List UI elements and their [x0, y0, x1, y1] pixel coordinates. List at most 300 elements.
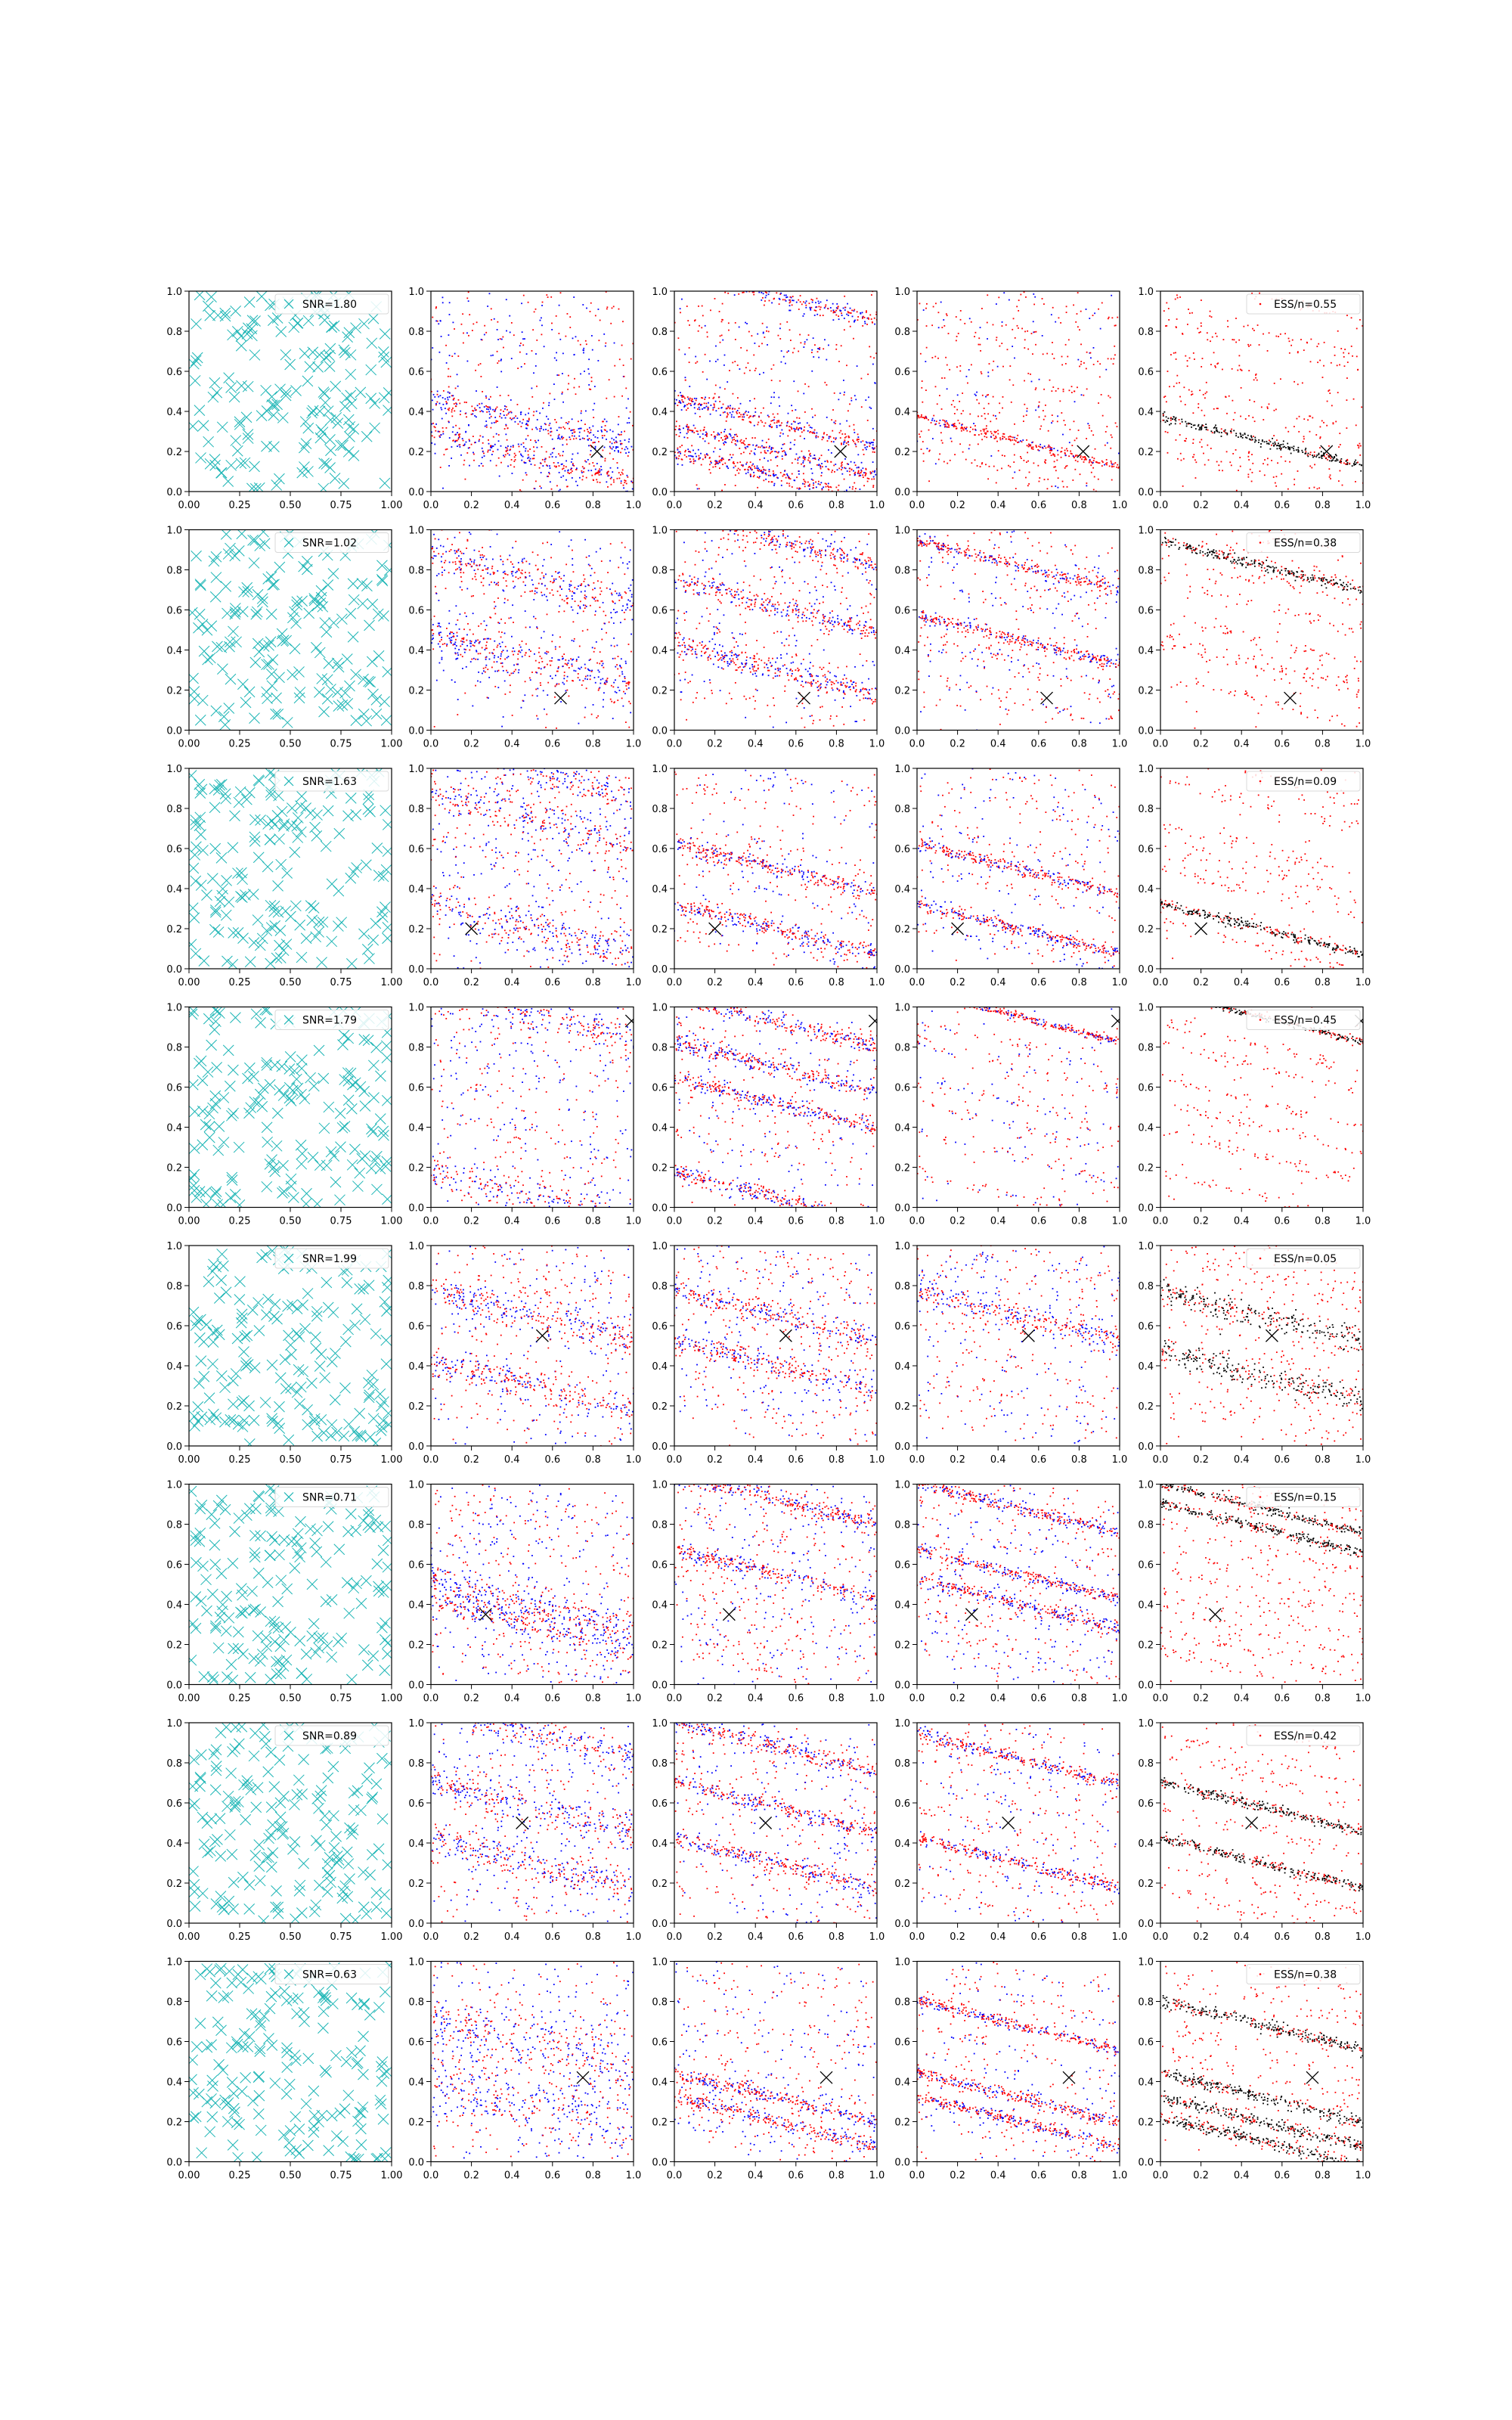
sample-point [715, 410, 717, 411]
sample-point [1058, 454, 1059, 455]
sample-point [610, 448, 612, 449]
sample-point [466, 416, 467, 417]
sample-point [1250, 344, 1251, 346]
sample-point [556, 352, 557, 353]
sample-point [569, 585, 571, 587]
sample-point [1194, 459, 1196, 461]
sample-point [507, 449, 508, 451]
sample-point [624, 681, 626, 682]
sample-point [756, 467, 758, 469]
sample-point [745, 473, 747, 474]
sample-point [435, 430, 436, 432]
sample-point [567, 676, 569, 678]
sample-point [1089, 459, 1091, 461]
sample-point [497, 362, 498, 364]
sample-point [844, 433, 846, 435]
sample-point [442, 644, 444, 645]
sample-point [829, 469, 830, 470]
sample-point [765, 291, 767, 293]
x-tick-label: 0.2 [1193, 500, 1209, 511]
sample-point [562, 373, 563, 374]
sample-point [953, 400, 954, 402]
sample-point [1210, 311, 1211, 312]
sample-point [457, 632, 458, 634]
sample-point [601, 591, 603, 592]
sample-point [986, 436, 987, 438]
sample-point [513, 647, 514, 649]
sample-point [472, 436, 474, 437]
sample-point [738, 468, 739, 470]
sample-point [869, 443, 871, 445]
sample-point [1002, 433, 1004, 435]
sample-point [1014, 439, 1015, 441]
sample-point [696, 398, 697, 399]
sample-point [494, 582, 495, 583]
sample-point [1179, 296, 1181, 298]
sample-point [739, 412, 740, 414]
sample-point [612, 600, 613, 602]
sample-point [934, 356, 936, 358]
sample-point [1245, 418, 1247, 420]
sample-point [587, 436, 588, 437]
sample-point [511, 573, 513, 575]
sample-point [460, 572, 462, 573]
design-point [321, 627, 332, 638]
sample-point [697, 408, 699, 410]
sample-point [590, 575, 591, 576]
sample-point [857, 319, 859, 321]
sample-point [570, 658, 572, 659]
sample-point [712, 409, 714, 411]
sample-point [820, 467, 821, 468]
sample-point [1049, 380, 1051, 381]
sample-point [565, 470, 566, 472]
sample-point [572, 610, 574, 611]
sample-point [513, 461, 515, 462]
sample-point [679, 425, 680, 427]
sample-point [935, 463, 937, 464]
sample-point [706, 453, 708, 455]
sample-point [975, 332, 977, 334]
sample-point [1002, 325, 1003, 327]
sample-point [432, 557, 434, 559]
sample-point [513, 587, 515, 588]
design-point [303, 315, 314, 326]
sample-point [1024, 330, 1026, 332]
sample-point [706, 379, 708, 380]
sample-point [442, 418, 443, 420]
sample-point [460, 569, 461, 570]
sample-point [764, 452, 766, 454]
sample-point [501, 726, 503, 728]
sample-point [791, 424, 792, 425]
sample-point [553, 580, 555, 582]
sample-point [678, 455, 680, 457]
sample-point [542, 302, 544, 303]
sample-point [1084, 459, 1086, 461]
sample-point [544, 653, 546, 654]
sample-point [1102, 461, 1104, 463]
sample-point [857, 316, 859, 318]
sample-point [444, 569, 445, 571]
sample-point [571, 663, 572, 665]
sample-point [1231, 432, 1232, 433]
sample-point [589, 427, 590, 429]
sample-point [1287, 489, 1289, 490]
sample-point [503, 577, 504, 579]
sample-point [1057, 450, 1058, 451]
sample-point [722, 340, 723, 341]
sample-point [1355, 460, 1356, 461]
sample-point [554, 697, 556, 698]
sample-point [562, 427, 564, 428]
sample-point [587, 459, 589, 461]
sample-point [785, 477, 787, 479]
sample-point [798, 351, 799, 352]
sample-point [521, 426, 522, 427]
sample-point [1210, 448, 1212, 449]
sample-point [1324, 456, 1325, 458]
sample-point [693, 425, 695, 427]
sample-point [532, 551, 534, 553]
sample-point [826, 417, 828, 418]
sample-point [497, 339, 499, 340]
sample-point [549, 457, 550, 458]
sample-point [579, 669, 581, 670]
sample-point [816, 437, 817, 439]
sample-point [1052, 307, 1054, 309]
sample-point [507, 439, 508, 441]
sample-point [460, 551, 461, 552]
sample-point [1292, 340, 1294, 341]
sample-point [1334, 346, 1335, 348]
sample-point [829, 438, 830, 439]
sample-point [498, 440, 500, 442]
sample-point [1340, 348, 1342, 349]
sample-point [1329, 392, 1331, 394]
sample-point [544, 459, 546, 461]
sample-point [619, 478, 621, 479]
sample-point [459, 428, 460, 430]
sample-point [492, 559, 494, 560]
sample-point [743, 442, 745, 444]
design-point [237, 679, 248, 690]
sample-point [969, 414, 971, 415]
sample-point [471, 659, 472, 660]
sample-point [844, 392, 845, 393]
sample-point [564, 672, 565, 673]
sample-point [584, 678, 586, 680]
sample-point [489, 616, 491, 618]
sample-point [793, 420, 795, 422]
sample-point [540, 684, 541, 686]
sample-point [547, 600, 548, 601]
sample-point [779, 436, 781, 437]
sample-point [743, 414, 745, 415]
sample-point [1102, 415, 1104, 417]
sample-point [724, 463, 726, 464]
sample-point [606, 681, 608, 683]
sample-point [446, 403, 448, 405]
sample-point [611, 484, 612, 486]
sample-point [471, 561, 472, 563]
sample-point [1018, 299, 1020, 301]
sample-point [1306, 342, 1308, 343]
sample-point [486, 641, 488, 643]
sample-point [443, 546, 445, 548]
sample-point [1117, 426, 1118, 427]
sample-point [813, 356, 814, 358]
sample-point [456, 551, 457, 552]
sample-point [849, 474, 850, 476]
sample-point [459, 628, 460, 630]
sample-point [693, 463, 695, 464]
sample-point [591, 568, 593, 569]
sample-point [1238, 365, 1240, 367]
sample-point [523, 700, 525, 702]
sample-point [492, 653, 494, 654]
sample-point [538, 662, 540, 663]
sample-point [541, 487, 542, 489]
sample-point [529, 626, 531, 628]
sample-point [754, 370, 756, 371]
sample-point [820, 482, 822, 483]
sample-point [969, 445, 971, 446]
sample-point [1325, 457, 1327, 458]
design-point [229, 392, 240, 402]
sample-point [1210, 364, 1212, 365]
sample-point [758, 446, 759, 448]
sample-point [766, 446, 767, 448]
design-point [345, 608, 356, 619]
sample-point [484, 334, 485, 336]
sample-point [1175, 423, 1176, 424]
sample-point [928, 480, 930, 482]
x-tick-label: 0.8 [585, 500, 601, 511]
sample-point [590, 470, 592, 471]
sample-point [550, 428, 552, 430]
sample-point [1093, 489, 1095, 491]
y-tick-label: 0.4 [1138, 407, 1154, 418]
sample-point [1280, 378, 1281, 380]
sample-point [561, 417, 562, 419]
sample-point [618, 416, 620, 417]
sample-point [870, 356, 872, 358]
sample-point [1201, 428, 1203, 430]
sample-point [563, 610, 565, 612]
sample-point [537, 628, 538, 629]
sample-point [588, 470, 590, 471]
sample-point [442, 488, 444, 489]
sample-point [579, 428, 581, 430]
sample-point [857, 441, 859, 442]
sample-point [1005, 439, 1007, 440]
sample-point [1001, 467, 1002, 469]
sample-point [482, 391, 483, 392]
sample-point [492, 409, 494, 411]
sample-point [565, 422, 567, 424]
sample-point [448, 392, 449, 393]
sample-point [1167, 420, 1168, 422]
sample-point [1060, 322, 1061, 324]
sample-point [843, 380, 844, 381]
sample-point [1219, 470, 1220, 471]
sample-point [606, 420, 608, 422]
sample-point [931, 420, 933, 421]
sample-point [1091, 430, 1092, 432]
sample-point [828, 489, 829, 491]
sample-point [1109, 465, 1111, 467]
y-tick-label: 0.4 [894, 407, 910, 418]
sample-point [1071, 392, 1073, 393]
sample-point [823, 432, 825, 433]
sample-point [818, 464, 820, 466]
sample-point [822, 439, 823, 440]
sample-point [826, 299, 828, 301]
sample-point [943, 424, 945, 425]
sample-point [713, 451, 714, 452]
sample-point [440, 320, 442, 321]
sample-point [1024, 380, 1025, 382]
sample-point [1228, 396, 1230, 397]
sample-point [1074, 439, 1076, 441]
sample-point [1193, 352, 1194, 354]
sample-point [522, 656, 523, 657]
sample-point [1246, 437, 1247, 439]
sample-point [841, 315, 843, 316]
sample-point [1064, 424, 1066, 426]
sample-point [1231, 430, 1232, 432]
sample-point [1175, 299, 1176, 300]
sample-point [480, 376, 482, 377]
sample-point [471, 444, 472, 445]
sample-point [1186, 426, 1188, 427]
sample-point [961, 413, 962, 414]
sample-point [807, 422, 808, 424]
sample-point [542, 565, 544, 566]
sample-point [451, 355, 453, 357]
sample-point [442, 566, 443, 568]
sample-point [922, 417, 924, 418]
sample-point [847, 410, 849, 411]
sample-point [552, 678, 553, 679]
sample-point [1035, 344, 1036, 346]
sample-point [454, 681, 456, 683]
sample-point [502, 641, 503, 643]
sample-point [841, 442, 842, 444]
sample-point [989, 466, 990, 467]
sample-point [1240, 434, 1241, 436]
sample-point [572, 621, 574, 622]
design-point [266, 609, 277, 619]
sample-point [513, 466, 515, 467]
sample-point [598, 471, 600, 473]
sample-point [529, 678, 531, 679]
sample-point [819, 458, 820, 459]
sample-point [465, 413, 466, 414]
sample-point [1044, 445, 1046, 447]
sample-point [741, 442, 742, 444]
sample-point [497, 656, 499, 658]
sample-point [577, 588, 578, 590]
design-point [244, 687, 255, 697]
design-point [291, 618, 302, 628]
sample-point [850, 312, 852, 314]
sample-point [1255, 439, 1256, 441]
sample-point [506, 585, 507, 587]
sample-point [739, 408, 740, 409]
sample-point [490, 447, 491, 448]
sample-point [763, 293, 764, 294]
sample-point [843, 308, 844, 309]
sample-point [926, 347, 928, 349]
sample-point [543, 429, 544, 430]
sample-point [981, 463, 983, 464]
sample-point [956, 426, 957, 427]
truth-marker [1077, 445, 1089, 458]
sample-point [1337, 365, 1338, 366]
sample-point [1328, 390, 1329, 392]
sample-point [764, 305, 765, 306]
y-tick-label: 0.0 [408, 726, 424, 737]
sample-point [715, 385, 717, 386]
sample-point [602, 435, 603, 436]
sample-point [778, 420, 779, 421]
y-tick-label: 0.8 [1138, 327, 1154, 338]
sample-point [1214, 431, 1216, 433]
sample-point [618, 472, 620, 473]
sample-point [1108, 317, 1110, 318]
sample-point [1024, 404, 1025, 405]
sample-point [571, 607, 572, 608]
sample-point [820, 484, 821, 486]
sample-point [497, 321, 498, 323]
sample-point [503, 411, 504, 412]
sample-point [699, 325, 700, 327]
sample-point [753, 294, 754, 296]
subplot-r2-c1 [166, 526, 402, 750]
sample-point [705, 455, 706, 456]
y-tick-label: 0.0 [652, 487, 668, 498]
sample-point [1048, 430, 1049, 432]
sample-point [838, 318, 840, 320]
sample-point [841, 466, 842, 467]
sample-point [605, 684, 606, 685]
sample-point [1319, 360, 1321, 361]
sample-point [569, 436, 570, 438]
sample-point [754, 454, 756, 455]
sample-point [521, 366, 522, 368]
sample-point [1099, 377, 1101, 378]
sample-point [1192, 442, 1194, 444]
sample-point [575, 336, 577, 337]
sample-point [1176, 375, 1178, 377]
sample-point [537, 588, 538, 589]
sample-point [678, 458, 680, 459]
sample-point [690, 455, 692, 457]
sample-point [1063, 486, 1064, 488]
sample-point [873, 448, 875, 450]
sample-point [489, 417, 491, 419]
sample-point [733, 463, 735, 464]
sample-point [581, 428, 582, 430]
sample-point [939, 395, 940, 396]
sample-point [457, 658, 458, 659]
sample-point [522, 560, 523, 562]
sample-point [729, 408, 730, 409]
sample-point [1020, 440, 1021, 442]
sample-point [579, 607, 581, 608]
